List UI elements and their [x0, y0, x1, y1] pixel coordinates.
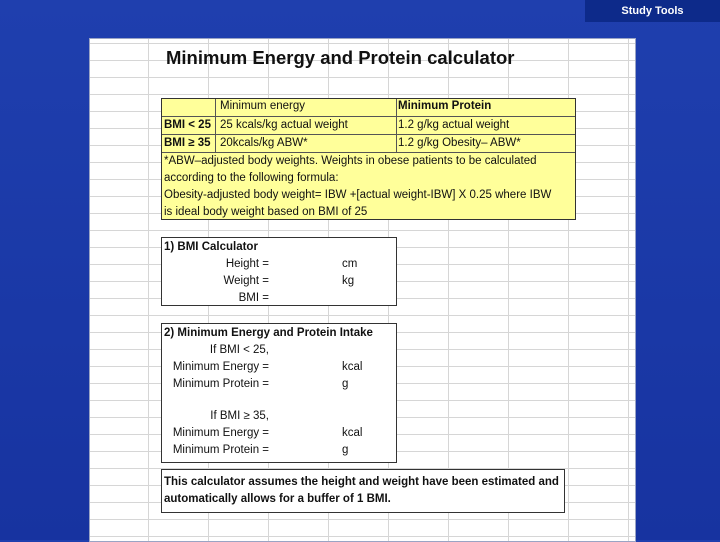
row1-label: BMI < 25 [164, 119, 211, 131]
bmi-label: BMI = [238, 292, 269, 304]
height-input[interactable] [274, 256, 334, 273]
row1-energy: 25 kcals/kg actual weight [220, 119, 348, 131]
note-line: Obesity-adjusted body weight= IBW +[actual weight-IBW] X 0.25 where IBW [164, 189, 552, 201]
col-energy-header: Minimum energy [220, 100, 305, 112]
min-energy-unit: kcal [342, 361, 363, 373]
height-label: Height = [225, 258, 269, 270]
condition-label: If BMI ≥ 35, [210, 410, 269, 422]
condition-label: If BMI < 25, [209, 344, 269, 356]
row2-protein: 1.2 g/kg Obesity– ABW* [398, 137, 521, 149]
intake-heading: 2) Minimum Energy and Protein Intake [164, 327, 373, 339]
height-unit: cm [342, 258, 358, 270]
row2-energy: 20kcals/kg ABW* [220, 137, 308, 149]
row1-protein: 1.2 g/kg actual weight [398, 119, 510, 131]
page-title: Minimum Energy and Protein calculator [166, 47, 515, 68]
min-energy-unit: kcal [342, 427, 363, 439]
weight-unit: kg [342, 275, 355, 287]
min-energy-label: Minimum Energy = [172, 361, 269, 373]
bmi-calculator-heading: 1) BMI Calculator [164, 241, 258, 253]
study-tools-button[interactable]: Study Tools [585, 0, 720, 22]
min-protein-unit: g [342, 378, 349, 390]
spreadsheet [89, 38, 636, 542]
weight-label: Weight = [223, 275, 269, 287]
note-line: according to the following formula: [164, 172, 339, 184]
min-protein-unit: g [342, 444, 349, 456]
footer-line: This calculator assumes the height and weight have been estimated and [164, 476, 559, 488]
min-energy-label: Minimum Energy = [172, 427, 269, 439]
min-protein-label: Minimum Protein = [172, 378, 269, 390]
footer-line: automatically allows for a buffer of 1 BMI. [164, 493, 391, 505]
note-line: *ABW–adjusted body weights. Weights in obese patients to be calculated [164, 155, 537, 167]
col-protein-header: Minimum Protein [398, 100, 492, 112]
row2-label: BMI ≥ 35 [164, 137, 211, 149]
weight-input[interactable] [274, 273, 334, 290]
note-line: is ideal body weight based on BMI of 25 [164, 206, 368, 218]
min-protein-label: Minimum Protein = [172, 444, 269, 456]
